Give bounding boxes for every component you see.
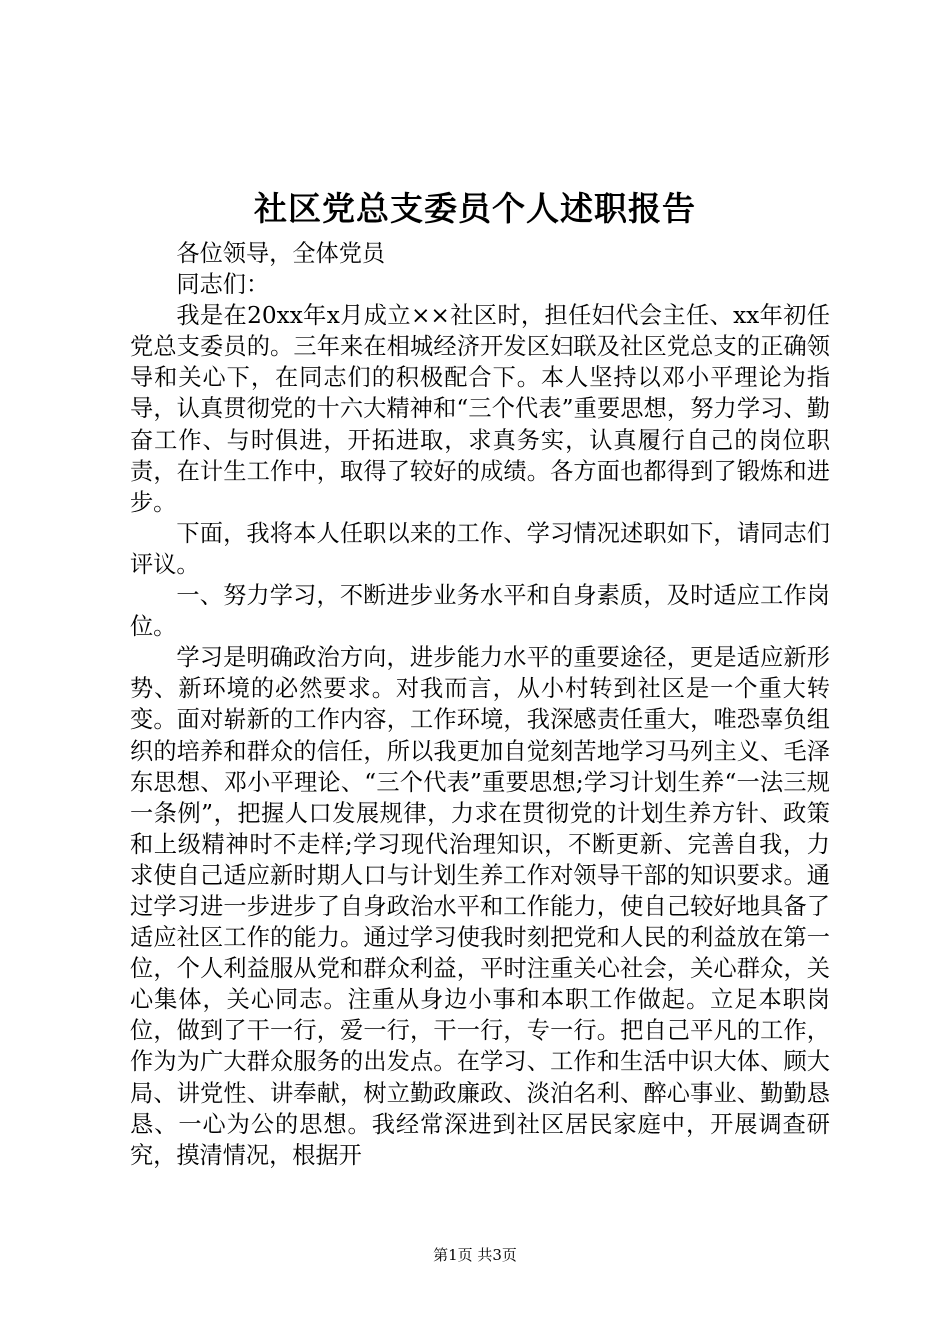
- page-footer: 第1页 共3页: [433, 1246, 517, 1264]
- salutation-line-2: 同志们：: [176, 271, 270, 299]
- salutation-line-1: 各位领导，全体党员: [176, 240, 386, 267]
- document-body: [130, 238, 830, 1171]
- body-paragraph: 我是在20xx年x月成立××社区时，担任妇代会主任、xx年初任党总支委员的。三年来在相城经济开发区妇联及社区党总支的正确领导和关心下，在同志们的积极配合下。本人坚持以邓小平理论为指导，认真贯彻党的十六大精神和“三个代表”重要思想，努力学习、勤奋工作、与时俱进，开拓进取，求真务实，认真履行自己的岗位职责，在计生工作中，取得了较好的成绩。各方面也都得到了锻炼和进步。: [130, 302, 830, 516]
- body-paragraph: 下面，我将本人任职以来的工作、学习情况述职如下，请同志们评议。: [130, 519, 830, 578]
- section-heading: 一、努力学习，不断进步业务水平和自身素质，及时适应工作岗位。: [130, 582, 830, 641]
- document-title: 社区党总支委员个人述职报告: [254, 189, 696, 228]
- body-paragraph: 学习是明确政治方向，进步能力水平的重要途径，更是适应新形势、新环境的必然要求。对我而言，从小村转到社区是一个重大转变。面对崭新的工作内容，工作环境，我深感责任重大，唯恐辜负组织的培养和群众的信任，所以我更加自觉刻苦地学习马列主义、毛泽东思想、邓小平理论、“三个代表”重要思想;学习计划生养“一法三规一条例”，把握人口发展规律，力求在贯彻党的计划生养方针、政策和上级精神时不走样;学习现代治理知识，不断更新、完善自我，力求使自己适应新时期人口与计划生养工作对领导干部的知识要求。通过学习进一步进步了自身政治水平和工作能力，使自己较好地具备了适应社区工作的能力。通过学习使我时刻把党和人民的利益放在第一位，个人利益服从党和群众利益，平时注重关心社会，关心群众，关心集体，关心同志。注重从身边小事和本职工作做起。立足本职岗位，做到了干一行，爱一行，干一行，专一行。把自己平凡的工作，作为为广大群众服务的出发点。在学习、工作和生活中识大体、顾大局、讲党性、讲奉献，树立勤政廉政、淡泊名利、醉心事业、勤勤恳恳、一心为公的思想。我经常深进到社区居民家庭中，开展调查研究，摸清情况，根据开: [130, 644, 830, 1169]
